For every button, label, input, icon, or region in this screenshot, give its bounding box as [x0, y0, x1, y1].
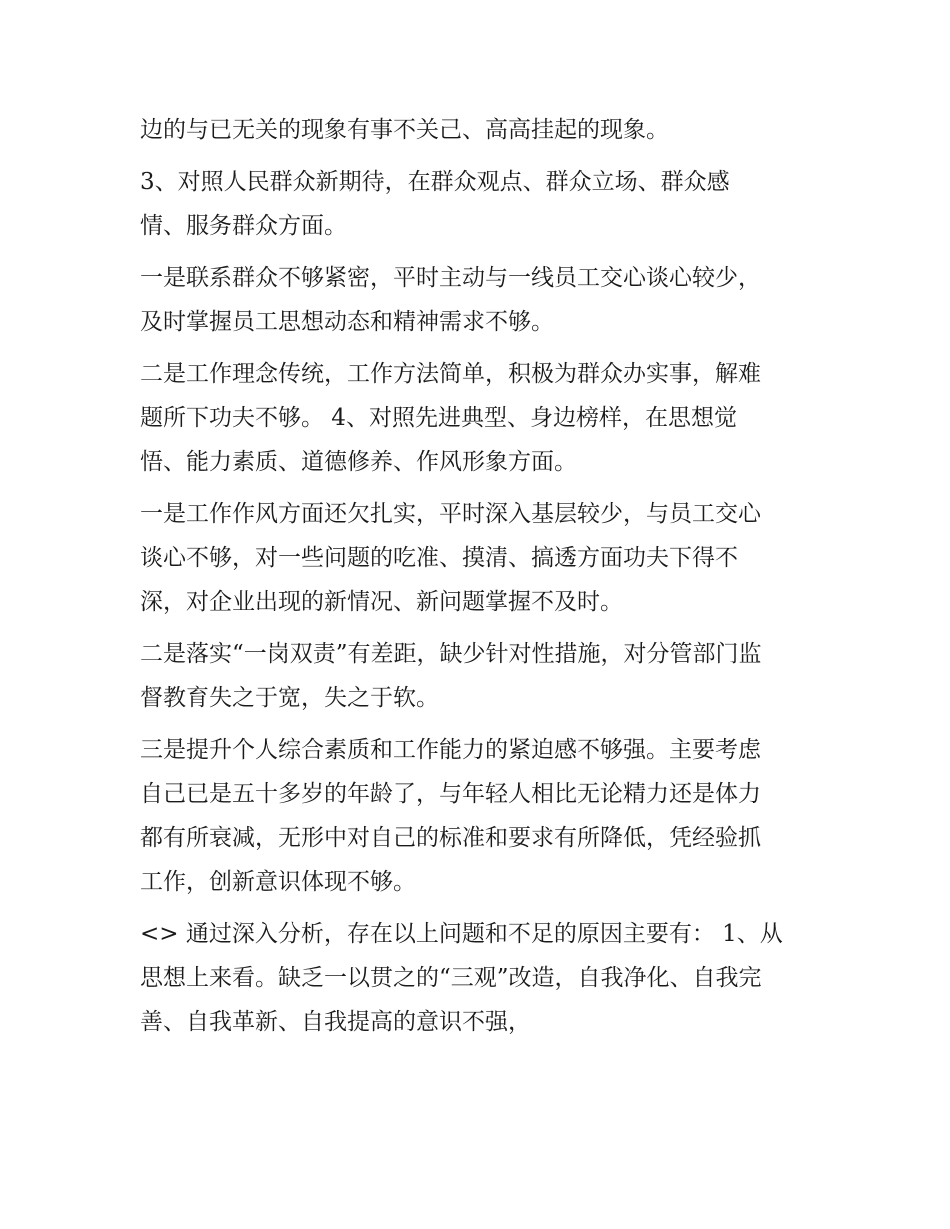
paragraph-2: 3、对照人民群众新期待，在群众观点、群众立场、群众感 情、服务群众方面。 [140, 169, 730, 239]
paragraph-6: 二是落实“一岗双责”有差距，缺少针对性措施，对分管部门监 督教育失之于宽，失之于软。 [140, 641, 762, 711]
paragraph-5: 一是工作作风方面还欠扎实，平时深入基层较少，与员工交心 谈心不够，对一些问题的吃准、摸清、搞透方面功夫下得不 深，对企业出现的新情况、新问题掌握不及时。 [140, 501, 761, 615]
document-body [140, 108, 820, 1052]
paragraph-3: 一是联系群众不够紧密，平时主动与一线员工交心谈心较少， 及时掌握员工思想动态和精神需求不够。 [140, 265, 761, 335]
paragraph-8: <> 通过深入分析，存在以上问题和不足的原因主要有： 1、从 思想上来看。缺乏一以贯之的“三观”改造，自我净化、自我完 善、自我革新、自我提高的意识不强， [140, 921, 783, 1035]
paragraph-7: 三是提升个人综合素质和工作能力的紧迫感不够强。主要考虑 自己已是五十多岁的年龄了，与年轻人相比无论精力还是体力 都有所衰减，无形中对自己的标准和要求有所降低，凭经验抓 工作，创新意识体现不够。 [140, 737, 761, 895]
paragraph-4: 二是工作理念传统，工作方法简单，积极为群众办实事，解难 题所下功夫不够。 4、对照先进典型、身边榜样，在思想觉 悟、能力素质、道德修养、作风形象方面。 [140, 361, 761, 475]
paragraph-1: 边的与已无关的现象有事不关己、高高挂起的现象。 [140, 117, 669, 143]
